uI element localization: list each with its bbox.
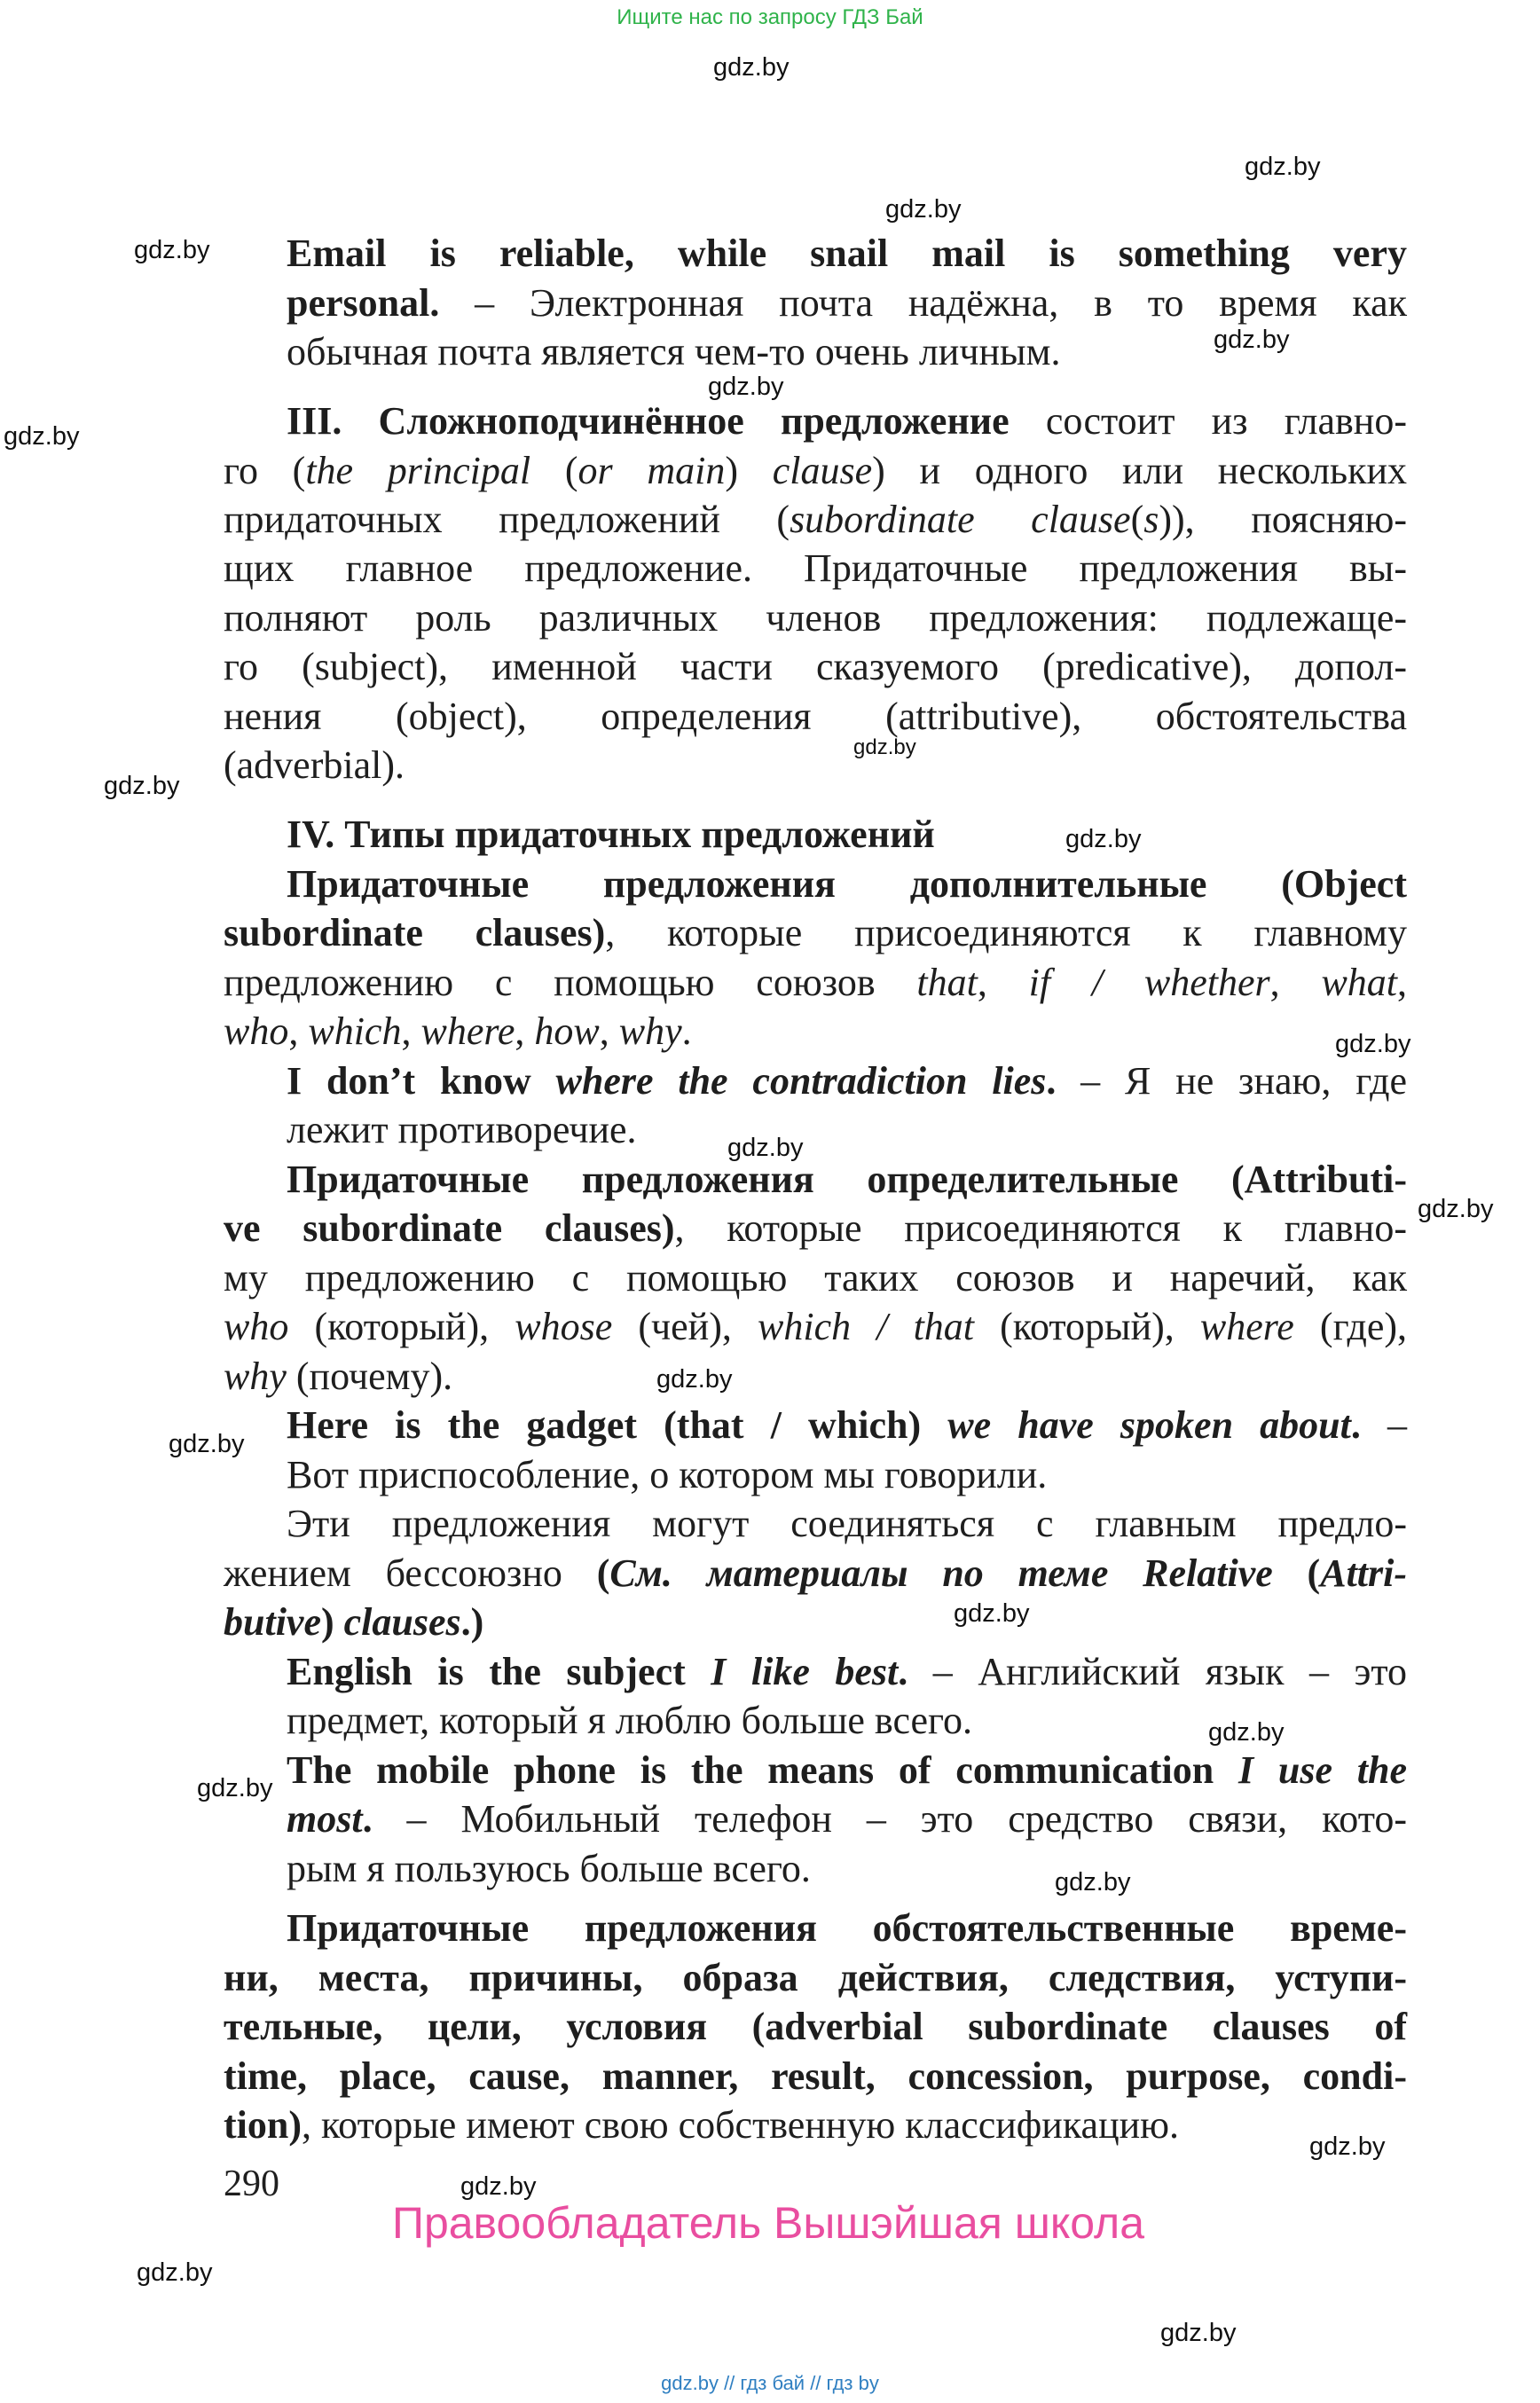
text-line <box>287 1450 1407 1500</box>
text-line <box>224 1302 1407 1352</box>
text-segment: придаточных предложений ( <box>224 498 790 541</box>
text-segment: См. материалы по теме Relative <box>609 1551 1273 1595</box>
text-segment: тельные, цели, условия (adverbial subordinate clauses of <box>224 2005 1407 2048</box>
text-segment: IV. Типы придаточных предложений <box>287 813 935 856</box>
text-segment: (почему). <box>286 1355 453 1398</box>
watermark: gdz.by <box>134 236 210 264</box>
text-segment: ( <box>530 449 578 492</box>
watermark: gdz.by <box>1335 1030 1411 1058</box>
text-segment: ve subordinate clauses) <box>224 1206 675 1250</box>
text-line <box>224 2052 1407 2101</box>
text-line <box>224 446 1407 496</box>
text-segment: where <box>420 1009 515 1053</box>
watermark: gdz.by <box>169 1430 245 1458</box>
watermark: gdz.by <box>885 195 962 224</box>
text-segment: III. Сложноподчинённое предложение <box>287 399 1010 443</box>
text-line <box>224 1204 1407 1253</box>
text-line <box>224 692 1407 742</box>
text-line <box>287 279 1407 328</box>
text-segment: Эти предложения могут соединяться с главным предло- <box>287 1502 1407 1545</box>
text-line <box>287 1401 1407 1450</box>
text-segment: which <box>308 1009 402 1053</box>
text-line <box>287 229 1407 279</box>
text-segment: what <box>1321 961 1398 1004</box>
section-heading <box>287 810 1407 860</box>
text-segment: tion) <box>224 2103 302 2147</box>
text-line <box>287 1056 1407 1106</box>
text-segment: , которые присоединяются к главно- <box>674 1206 1407 1250</box>
text-line <box>287 1155 1407 1205</box>
text-segment: )), поясняю- <box>1159 498 1407 541</box>
text-segment: if / whether <box>1028 961 1270 1004</box>
text-segment: (чей), <box>612 1305 758 1348</box>
watermark: gdz.by <box>460 2172 537 2201</box>
watermark: gdz.by <box>1245 153 1321 181</box>
text-segment: (который), <box>288 1305 515 1348</box>
watermark: gdz.by <box>1065 825 1142 853</box>
text-segment: ( <box>1272 1551 1321 1595</box>
text-segment: (adverbial). <box>224 743 405 787</box>
text-segment: clauses <box>343 1600 461 1644</box>
text-segment: Вот приспособление, о котором мы говорили. <box>287 1453 1048 1496</box>
text-segment: clause <box>772 449 873 492</box>
text-segment: состоит из главно- <box>1009 399 1408 443</box>
text-segment: Придаточные предложения определительные (Attributi- <box>287 1158 1407 1201</box>
text-segment: предмет, который я люблю больше всего. <box>287 1699 972 1742</box>
text-segment: .) <box>460 1600 484 1644</box>
text-line <box>287 397 1407 446</box>
text-line <box>224 495 1407 545</box>
text-segment: предложению с помощью союзов <box>224 961 917 1004</box>
text-segment: (который), <box>974 1305 1200 1348</box>
text-segment: ни, места, причины, образа действия, следствия, уступи- <box>224 1956 1407 1999</box>
text-segment: – Английский язык – это <box>908 1650 1407 1693</box>
text-segment: s <box>1143 498 1159 541</box>
text-segment: I use the <box>1238 1748 1407 1792</box>
watermark: gdz.by <box>1418 1195 1494 1223</box>
text-segment: , которые присоединяются к главному <box>605 911 1407 954</box>
text-segment: ) <box>725 449 773 492</box>
text-line <box>224 1549 1407 1598</box>
text-segment: ) и одного или нескольких <box>872 449 1408 492</box>
text-line <box>287 860 1407 909</box>
text-segment: why <box>224 1355 287 1398</box>
watermark: gdz.by <box>708 373 784 401</box>
text-line <box>224 593 1407 643</box>
text-segment: we have spoken about <box>947 1403 1351 1447</box>
text-line <box>224 1352 1407 1402</box>
text-segment: , <box>288 1009 309 1053</box>
watermark: gdz.by <box>727 1134 804 1162</box>
text-segment: Придаточные предложения дополнительные (Object <box>287 862 1407 906</box>
text-line <box>224 1598 1407 1647</box>
watermark: gdz.by <box>1309 2132 1386 2161</box>
text-line <box>224 958 1407 1008</box>
watermark: gdz.by <box>954 1599 1030 1628</box>
text-segment: Here is the gadget (that / which) <box>287 1403 948 1447</box>
text-line <box>224 1953 1407 2003</box>
text-segment: , <box>977 961 1029 1004</box>
text-line <box>287 1499 1407 1549</box>
text-segment: or main <box>578 449 726 492</box>
text-segment: го (subject), именной части сказуемого (predicative), допол- <box>224 645 1407 688</box>
text-line <box>287 1794 1407 1844</box>
text-segment: нения (object), определения (attributive), обстоятельства <box>224 695 1407 738</box>
text-segment: рым я пользуюсь больше всего. <box>287 1847 811 1890</box>
search-banner[interactable]: Ищите нас по запросу ГДЗ Бай <box>617 5 923 29</box>
text-segment: why <box>618 1009 682 1053</box>
text-segment: subordinate clauses) <box>224 911 606 954</box>
text-segment: subordinate clause <box>790 498 1131 541</box>
watermark: gdz.by <box>104 772 180 800</box>
text-segment: , <box>515 1009 535 1053</box>
text-segment: the principal <box>305 449 531 492</box>
text-segment: – <box>1360 1403 1407 1447</box>
text-line <box>224 2002 1407 2052</box>
text-segment: butive <box>224 1600 321 1644</box>
text-line <box>224 544 1407 593</box>
text-segment: Email is reliable, while snail mail is something very <box>287 232 1407 275</box>
text-segment: where <box>1199 1305 1294 1348</box>
text-segment: . <box>1350 1403 1361 1447</box>
text-line <box>287 1696 1407 1746</box>
watermark: gdz.by <box>4 422 80 451</box>
watermark: gdz.by <box>1160 2319 1237 2347</box>
text-segment: – Электронная почта надёжна, в то время как <box>439 281 1407 325</box>
text-segment: Attri- <box>1320 1551 1408 1595</box>
watermark: gdz.by <box>1055 1868 1131 1896</box>
text-line <box>224 1253 1407 1303</box>
text-segment: , <box>1397 961 1408 1004</box>
text-segment: who <box>224 1009 289 1053</box>
text-segment: обычная почта является чем-то очень личным. <box>287 330 1061 373</box>
text-segment: how <box>534 1009 600 1053</box>
text-segment: whose <box>515 1305 613 1348</box>
text-segment: му предложению с помощью таких союзов и наречий, как <box>224 1256 1407 1300</box>
footer-links[interactable]: gdz.by // гдз бай // гдз by <box>661 2372 879 2394</box>
text-segment: which / that <box>758 1305 975 1348</box>
watermark: gdz.by <box>197 1774 273 1802</box>
text-segment: , <box>599 1009 619 1053</box>
text-segment: – Мобильный телефон – это средство связи, кото- <box>372 1797 1407 1841</box>
text-segment: most <box>287 1797 363 1841</box>
text-segment: English is the subject <box>287 1650 711 1693</box>
watermark: gdz.by <box>656 1365 733 1394</box>
text-segment: (где), <box>1293 1305 1408 1348</box>
page-number: 290 <box>224 2163 279 2204</box>
text-line <box>287 1746 1407 1795</box>
text-segment: who <box>224 1305 289 1348</box>
text-segment: лежит противоречие. <box>287 1108 637 1151</box>
text-segment: , <box>401 1009 421 1053</box>
text-line <box>287 1105 1407 1155</box>
text-line <box>224 741 1407 790</box>
text-line <box>287 1904 1407 1953</box>
text-segment: го ( <box>224 449 306 492</box>
text-line <box>224 642 1407 692</box>
text-segment: ( <box>596 1551 610 1595</box>
text-segment: The mobile phone is the means of communication <box>287 1748 1238 1792</box>
text-segment: – Я не знаю, где <box>1056 1059 1407 1103</box>
text-segment: Придаточные предложения обстоятельственные време- <box>287 1906 1407 1950</box>
text-line <box>287 1844 1407 1894</box>
text-line <box>224 1007 1407 1056</box>
rights-holder: Правообладатель Вышэйшая школа <box>392 2198 1144 2248</box>
text-segment: , <box>1269 961 1322 1004</box>
text-segment: time, place, cause, manner, result, concession, purpose, condi- <box>224 2054 1407 2098</box>
text-segment: ) <box>320 1600 344 1644</box>
text-line <box>224 2101 1407 2150</box>
text-segment: . <box>681 1009 692 1053</box>
watermark: gdz.by <box>853 735 916 759</box>
text-segment: personal. <box>287 281 440 325</box>
text-line <box>287 327 1407 377</box>
text-segment: . <box>362 1797 373 1841</box>
text-segment: I like best <box>711 1650 899 1693</box>
text-segment: I don’t know <box>287 1059 556 1103</box>
text-segment: . <box>898 1650 908 1693</box>
watermark: gdz.by <box>137 2258 213 2287</box>
text-segment: полняют роль различных членов предложения: подлежаще- <box>224 596 1407 640</box>
text-line <box>287 1647 1407 1697</box>
text-segment: . <box>1046 1059 1057 1103</box>
text-segment: that <box>916 961 978 1004</box>
text-segment: ( <box>1130 498 1144 541</box>
watermark: gdz.by <box>1214 326 1290 354</box>
watermark: gdz.by <box>713 53 790 82</box>
text-segment: жением бессоюзно <box>224 1551 597 1595</box>
watermark: gdz.by <box>1208 1718 1285 1747</box>
text-segment: , которые имеют свою собственную классификацию. <box>302 2103 1180 2147</box>
text-segment: where the contradiction lies <box>555 1059 1047 1103</box>
text-line <box>224 908 1407 958</box>
text-segment: щих главное предложение. Придаточные предложения вы- <box>224 546 1407 590</box>
